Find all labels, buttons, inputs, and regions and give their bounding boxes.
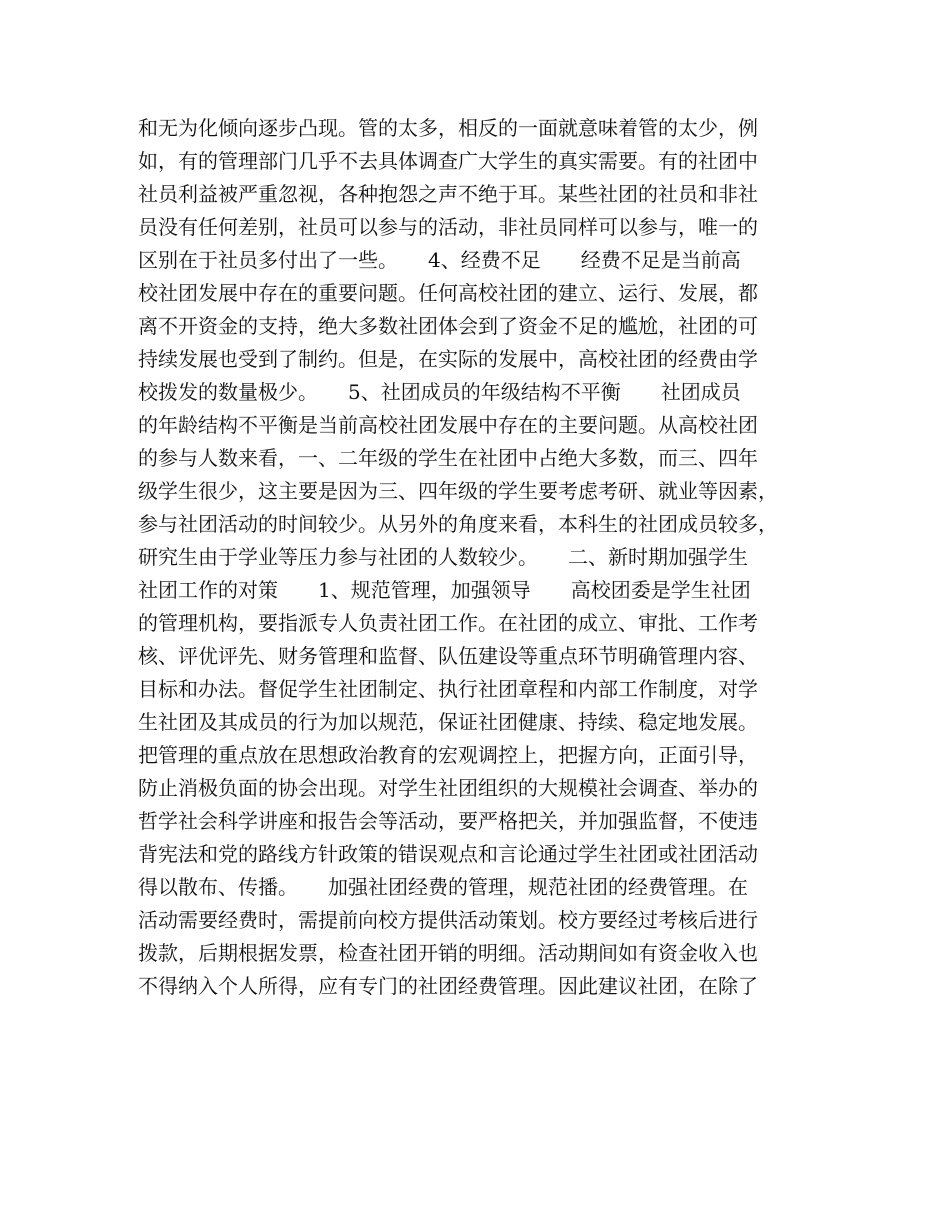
text-line: 的年龄结构不平衡是当前高校社团发展中存在的主要问题。从高校社团 <box>138 413 758 437</box>
text-line: 社团工作的对策 1、规范管理，加强领导 高校团委是学生社团 <box>138 578 751 602</box>
text-line: 校社团发展中存在的重要问题。任何高校社团的建立、运行、发展，都 <box>138 281 758 305</box>
text-line: 的管理机构，要指派专人负责社团工作。在社团的成立、审批、工作考 <box>138 611 758 635</box>
text-line: 持续发展也受到了制约。但是，在实际的发展中，高校社团的经费由学 <box>138 347 758 371</box>
body-text <box>138 112 828 1003</box>
text-line: 校拨发的数量极少。 5、社团成员的年级结构不平衡 社团成员 <box>138 380 741 404</box>
text-line: 区别在于社员多付出了一些。 4、经费不足 经费不足是当前高 <box>138 248 741 272</box>
text-line: 哲学社会科学讲座和报告会等活动，要严格把关，并加强监督，不使违 <box>138 809 758 833</box>
text-line: 背宪法和党的路线方针政策的错误观点和言论通过学生社团或社团活动 <box>138 842 758 866</box>
text-line: 生社团及其成员的行为加以规范，保证社团健康、持续、稳定地发展。 <box>138 710 758 734</box>
text-line: 目标和办法。督促学生社团制定、执行社团章程和内部工作制度，对学 <box>138 677 758 701</box>
text-line: 拨款，后期根据发票，检查社团开销的明细。活动期间如有资金收入也 <box>138 941 758 965</box>
text-line: 防止消极负面的协会出现。对学生社团组织的大规模社会调查、举办的 <box>138 776 758 800</box>
text-line: 和无为化倾向逐步凸现。管的太多，相反的一面就意味着管的太少，例 <box>138 116 758 140</box>
text-line: 如，有的管理部门几乎不去具体调查广大学生的真实需要。有的社团中 <box>138 149 758 173</box>
text-line: 参与社团活动的时间较少。从另外的角度来看，本科生的社团成员较多， <box>138 512 778 536</box>
text-line: 级学生很少，这主要是因为三、四年级的学生要考虑考研、就业等因素， <box>138 479 778 503</box>
text-line: 离不开资金的支持，绝大多数社团体会到了资金不足的尴尬，社团的可 <box>138 314 758 338</box>
text-line: 把管理的重点放在思想政治教育的宏观调控上，把握方向，正面引导， <box>138 743 758 767</box>
text-line: 的参与人数来看，一、二年级的学生在社团中占绝大多数，而三、四年 <box>138 446 758 470</box>
text-line: 活动需要经费时，需提前向校方提供活动策划。校方要经过考核后进行 <box>138 908 758 932</box>
text-line: 员没有任何差别，社员可以参与的活动，非社员同样可以参与，唯一的 <box>138 215 758 239</box>
text-line: 不得纳入个人所得，应有专门的社团经费管理。因此建议社团，在除了 <box>138 974 758 998</box>
text-line: 核、评优评先、财务管理和监督、队伍建设等重点环节明确管理内容、 <box>138 644 758 668</box>
text-line: 社员利益被严重忽视，各种抱怨之声不绝于耳。某些社团的社员和非社 <box>138 182 758 206</box>
text-line: 得以散布、传播。 加强社团经费的管理，规范社团的经费管理。在 <box>138 875 748 899</box>
text-line: 研究生由于学业等压力参与社团的人数较少。 二、新时期加强学生 <box>138 545 748 569</box>
